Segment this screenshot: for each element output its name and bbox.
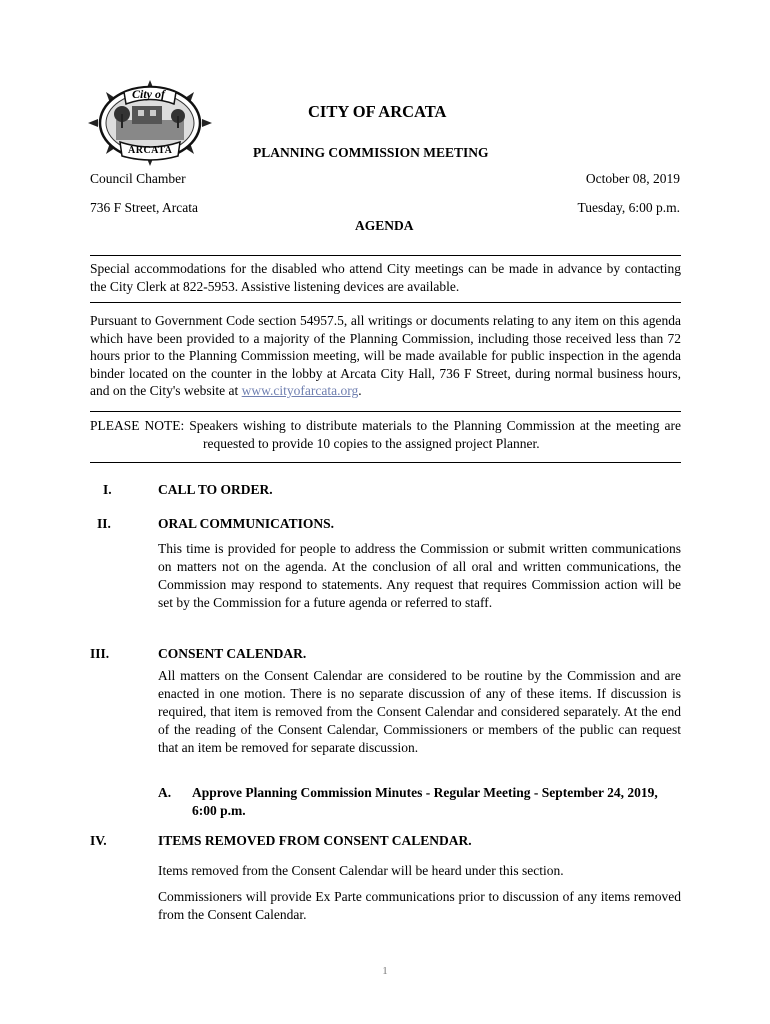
city-seal-logo [88, 80, 212, 166]
item-label: A. [158, 785, 172, 800]
accommodations-notice: Special accommodations for the disabled who attend City meetings can be made in advance by contacting the City Clerk at 822-5953. Assistive listening devices are available. [90, 261, 681, 294]
section-body: Commissioners will provide Ex Parte communications prior to discussion of any items removed from the Consent Calendar. [158, 889, 681, 922]
divider [90, 462, 681, 463]
page-number: 1 [382, 965, 388, 977]
logo-text-bottom: ARCATA [128, 145, 173, 156]
section-title: CONSENT CALENDAR. [158, 646, 307, 661]
section-title: CALL TO ORDER. [158, 482, 273, 497]
city-website-link[interactable]: www.cityofarcata.org [241, 383, 359, 398]
period: . [358, 383, 362, 398]
section-body: All matters on the Consent Calendar are considered to be routine by the Commission and are enacted in one motion. There is no separate discussion of any of these items. If discussion is required, that item is removed from the Consent Calendar and considered separately. At the end of the reading of the Consent Calendar, Commissioners or members of the public can request that an item be removed for separate discussion. [158, 668, 681, 755]
section-number: III. [90, 646, 110, 661]
divider [90, 411, 681, 412]
city-title: CITY OF ARCATA [308, 102, 447, 121]
public-records-text: Pursuant to Government Code section 54957.5, all writings or documents relating to any item on this agenda which have been provided to a majority of the Planning Commission, including those received less than 72 hours prior to the Planning Commission meeting, will be made available for public inspection in the agenda binder located on the counter in the lobby at Arcata City Hall, 736 F Street, during normal business hours, and on the City's website at [90, 313, 681, 398]
section-body: This time is provided for people to address the Commission or submit written communications on matters not on the agenda. At the conclusion of all oral and written communications, the Commission may respond to statements. Any request that requires Commission action will be set by the Commission for a future agenda or referred to staff. [158, 541, 681, 610]
section-number: IV. [90, 833, 107, 848]
meeting-address: 736 F Street, Arcata [90, 200, 198, 215]
divider [90, 302, 681, 303]
please-note-text: PLEASE NOTE: Speakers wishing to distribute materials to the Planning Commission at the meeting are requested to provide 10 copies to the assigned project Planner. [90, 418, 681, 451]
meeting-date: October 08, 2019 [585, 171, 680, 186]
public-records-notice [90, 312, 681, 400]
logo-text-top: City of [132, 87, 165, 101]
section-title: ORAL COMMUNICATIONS. [158, 516, 335, 531]
meeting-location: Council Chamber [90, 171, 186, 186]
section-number: II. [97, 516, 111, 531]
section-number: I. [103, 482, 112, 497]
please-note [90, 417, 681, 452]
agenda-heading: AGENDA [355, 218, 414, 233]
divider [90, 255, 681, 256]
item-text: Approve Planning Commission Minutes - Regular Meeting - September 24, 2019, 6:00 p.m. [192, 785, 658, 818]
meeting-day-time: Tuesday, 6:00 p.m. [577, 200, 680, 215]
section-title: ITEMS REMOVED FROM CONSENT CALENDAR. [158, 833, 472, 848]
consent-item-a [158, 784, 681, 820]
section-body: Items removed from the Consent Calendar will be heard under this section. [158, 863, 564, 878]
meeting-title: PLANNING COMMISSION MEETING [253, 145, 489, 160]
